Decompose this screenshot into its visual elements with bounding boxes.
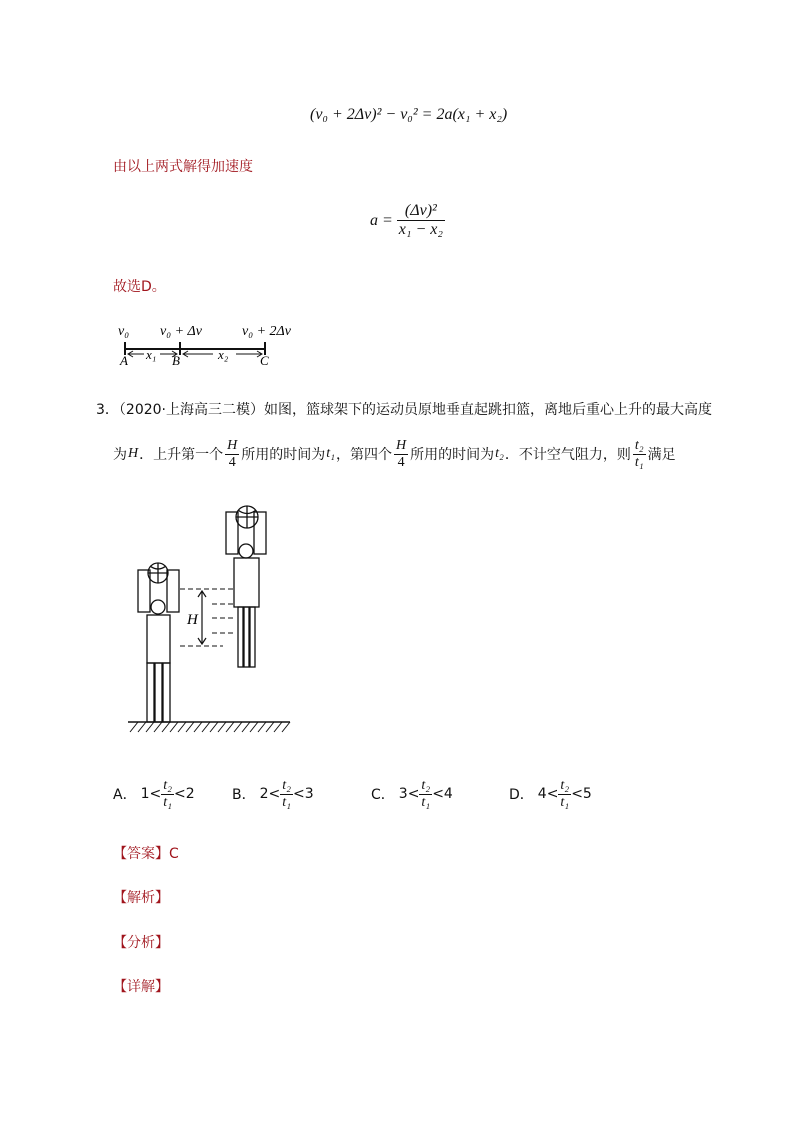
fraction-h-over-4-fourth	[394, 438, 408, 471]
question-text-1: 如图，篮球架下的运动员原地垂直起跳扣篮，离地后重心上升的最大高度	[264, 402, 713, 418]
option-left: 4<	[537, 786, 559, 802]
frac-num: t₂	[634, 437, 644, 453]
v-label-a: v₀	[118, 324, 130, 339]
section-details: 【详解】	[113, 979, 169, 995]
option-left: 3<	[398, 786, 420, 802]
option-c[interactable]	[371, 772, 453, 816]
frac-den: t₁	[634, 454, 644, 470]
frac-num: t₂	[421, 777, 431, 793]
var-t1: t₁	[326, 446, 336, 461]
var-H: H	[128, 446, 139, 461]
fraction-t2-over-t1	[633, 438, 646, 471]
fraction-t2-over-t1	[161, 778, 174, 811]
frac-den: t₁	[282, 794, 292, 810]
option-a[interactable]	[113, 772, 195, 816]
solution-step-text: 由以上两式解得加速度	[113, 159, 253, 175]
jumping-player	[226, 506, 266, 667]
option-right: <2	[173, 786, 195, 802]
option-label: D．	[509, 787, 534, 803]
point-b: B	[172, 353, 180, 368]
frac-num: t₂	[163, 777, 172, 793]
var-t2: t₂	[495, 446, 504, 461]
ground	[128, 722, 290, 732]
question-text-2f: ．不计空气阻力，则	[504, 447, 631, 463]
frac-num: H	[396, 437, 407, 453]
frac-den: t₁	[421, 794, 431, 810]
question-text-2g: 满足	[647, 447, 676, 463]
question-source: （2020·上海高三二模）	[118, 402, 265, 418]
option-label: C．	[371, 787, 395, 803]
option-label: A．	[113, 787, 137, 803]
equation-2-numerator: (Δv)²	[404, 202, 437, 219]
question-line-1	[96, 399, 712, 419]
option-left: 1<	[140, 786, 162, 802]
question-text-2e: 所用的时间为	[410, 447, 495, 463]
frac-num: H	[227, 437, 238, 453]
v-label-c: v₀ + 2Δv	[242, 324, 291, 339]
fraction-t2-over-t1	[280, 778, 293, 811]
x2-label: x₂	[218, 347, 229, 362]
point-a: A	[120, 353, 128, 368]
v-label-b: v₀ + Δv	[160, 324, 202, 339]
option-label: B．	[232, 787, 256, 803]
standing-player	[138, 563, 179, 722]
frac-den: 4	[225, 454, 239, 471]
answer-line	[113, 843, 179, 863]
fraction-h-over-4-first	[225, 438, 239, 471]
frac-num: t₂	[282, 777, 292, 793]
frac-num: t₂	[560, 777, 570, 793]
frac-den: t₁	[560, 794, 570, 810]
option-b[interactable]	[232, 772, 314, 816]
height-arrow	[198, 591, 206, 644]
option-left: 2<	[259, 786, 281, 802]
question-text-2c: 所用的时间为	[241, 447, 326, 463]
frac-den: t₁	[163, 794, 172, 810]
answer-tag: 【答案】	[113, 846, 169, 862]
frac-den: 4	[394, 454, 408, 471]
options-row	[113, 772, 673, 816]
fraction-t2-over-t1	[558, 778, 571, 811]
basketball-jump-figure	[120, 500, 300, 740]
solution-conclusion: 故选D。	[113, 279, 166, 295]
option-right: <4	[432, 786, 453, 802]
equation-1: (v₀ + 2Δv)² − v₀² = 2a(x₁ + x₂)	[310, 106, 508, 123]
equation-2-fraction	[397, 202, 445, 239]
x1-label: x₁	[146, 347, 157, 362]
option-right: <5	[571, 786, 592, 802]
equation-2-lhs: a =	[370, 211, 393, 229]
question-number: 3．	[96, 402, 119, 418]
height-label: H	[187, 612, 198, 628]
point-c: C	[260, 353, 269, 368]
equation-2	[370, 202, 445, 239]
motion-diagram	[110, 318, 310, 368]
equation-2-denominator: x₁ − x₂	[398, 221, 443, 238]
option-right: <3	[293, 786, 314, 802]
question-text-2d: ，第四个	[336, 447, 393, 463]
section-analysis: 【解析】	[113, 890, 169, 906]
question-text-2a: 为	[113, 447, 127, 463]
answer-value: C	[169, 846, 179, 862]
question-line-2	[113, 432, 676, 476]
question-text-2b: ．上升第一个	[139, 447, 224, 463]
section-breakdown: 【分析】	[113, 935, 169, 951]
fraction-t2-over-t1	[419, 778, 432, 811]
option-d[interactable]	[509, 772, 592, 816]
